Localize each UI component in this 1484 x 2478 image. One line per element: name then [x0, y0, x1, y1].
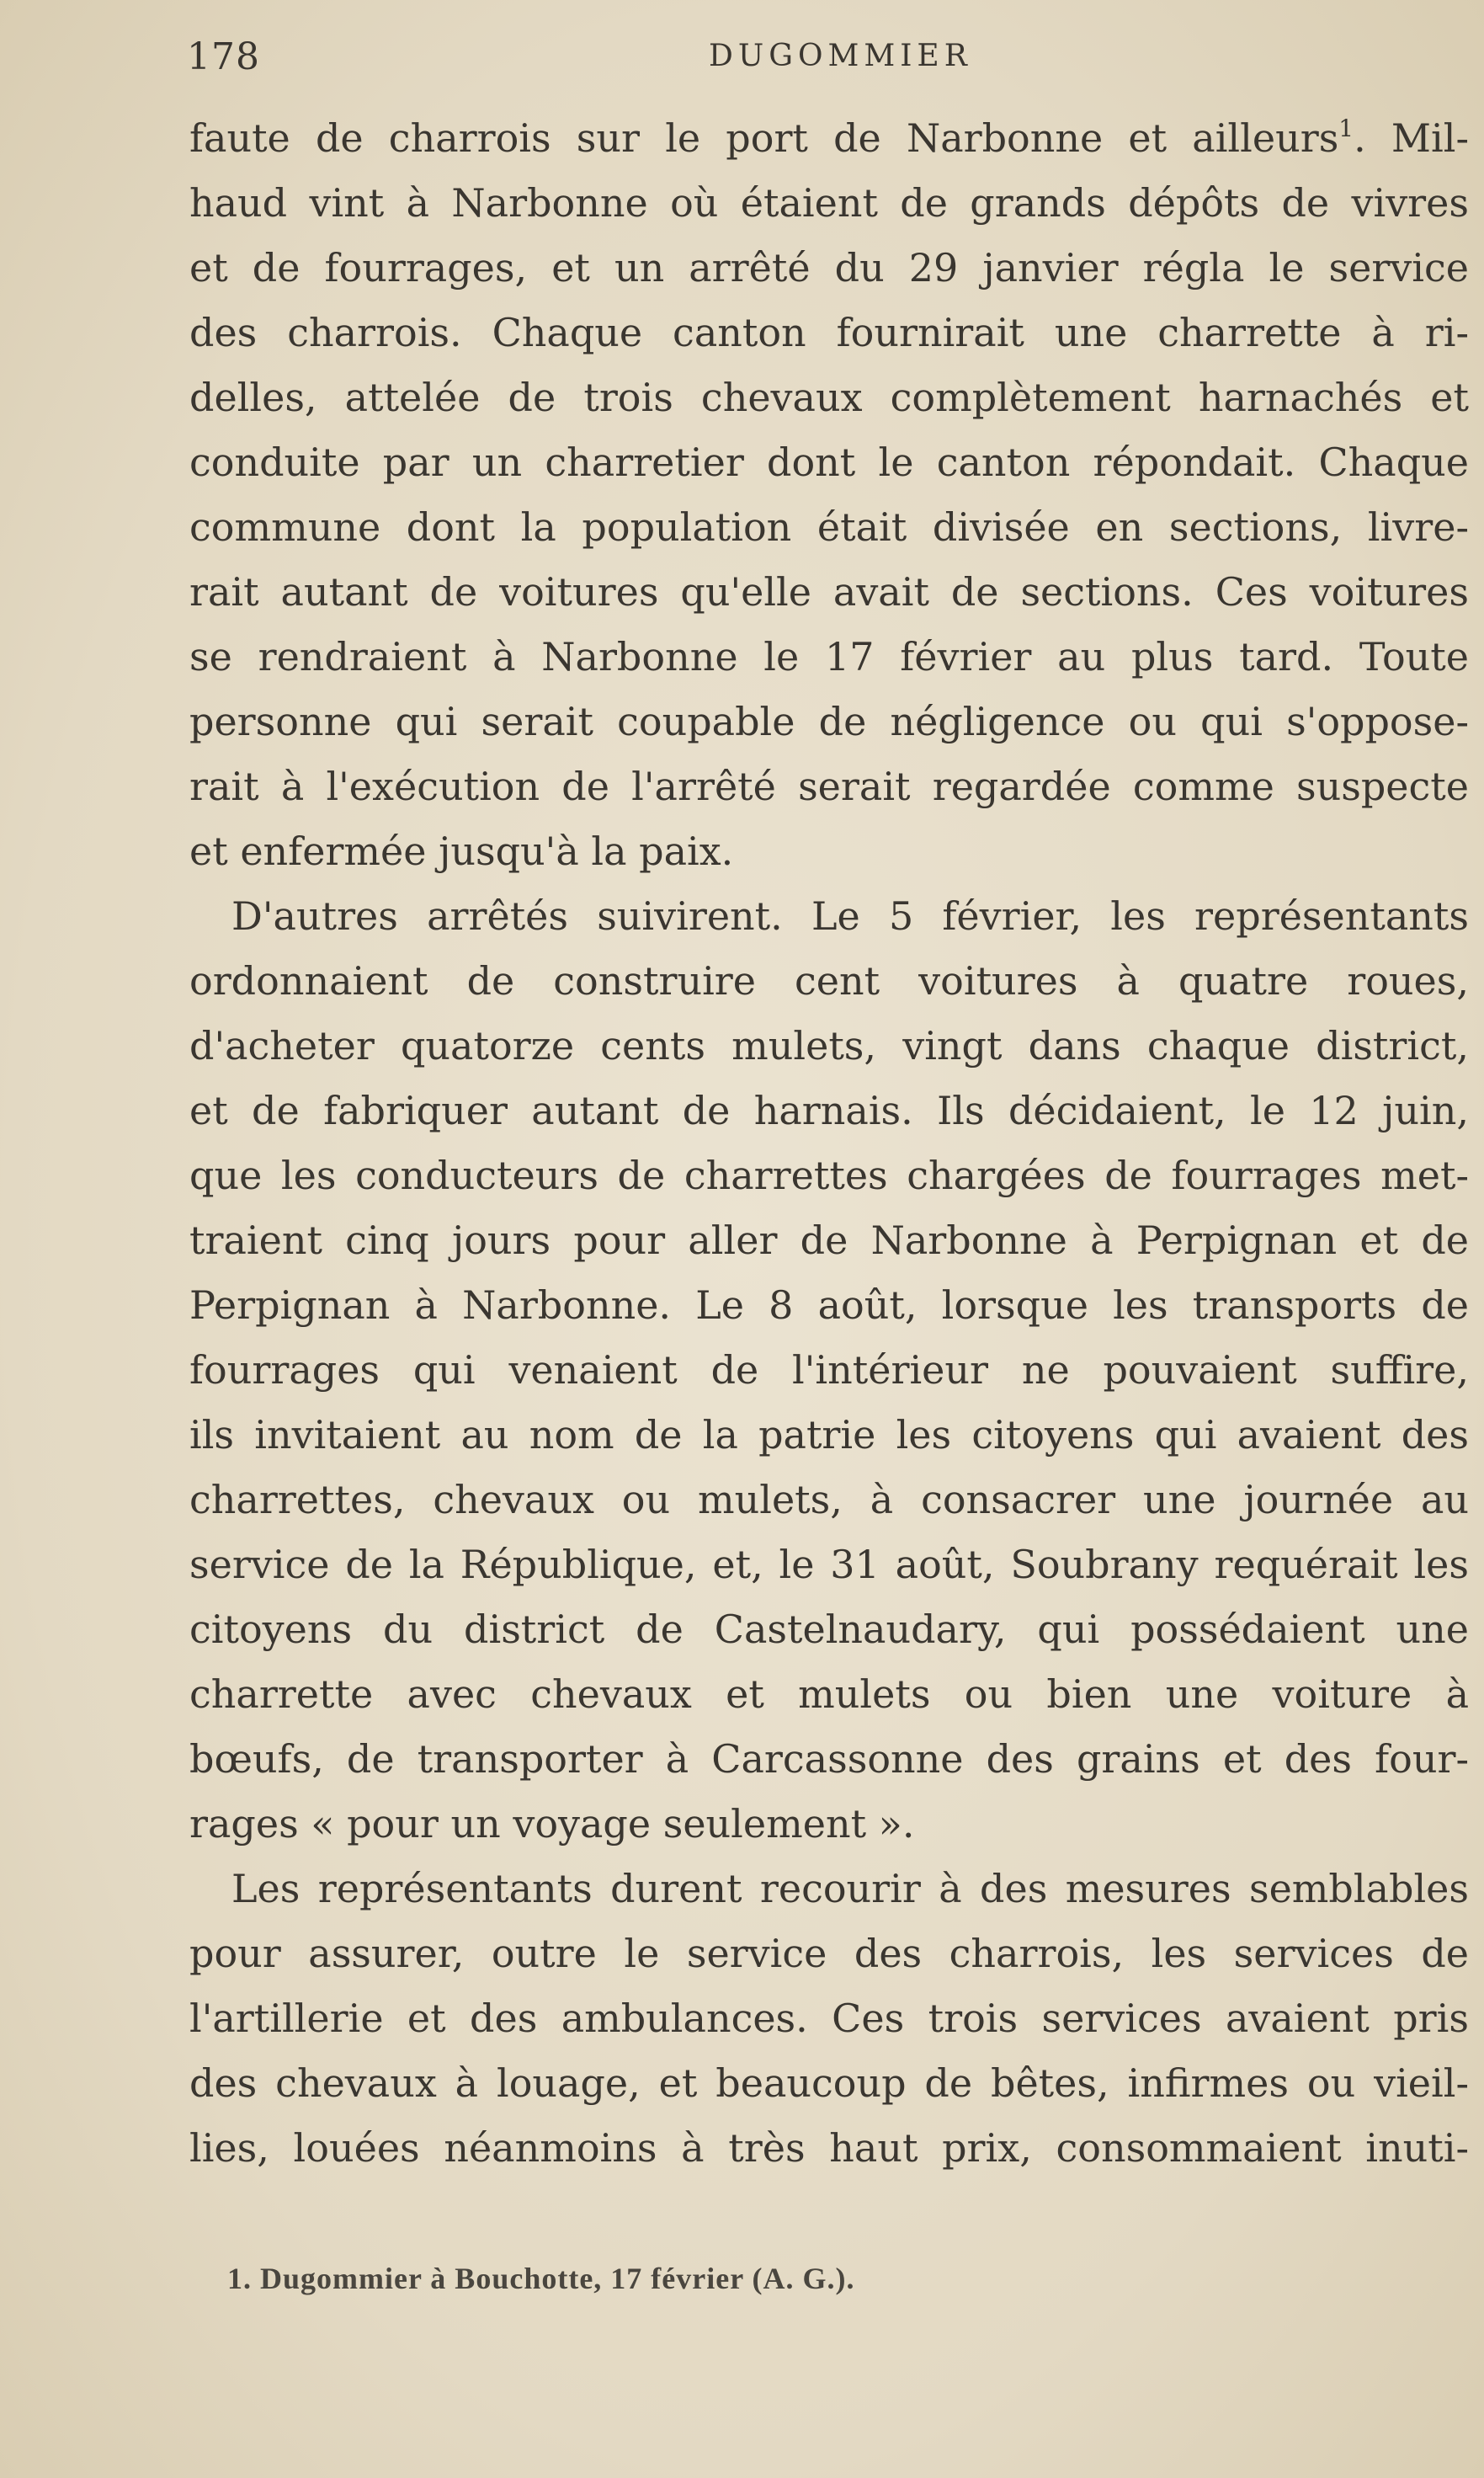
text-line: traient cinq jours pour aller de Narbonne à Perpignan et de — [189, 1218, 1469, 1263]
text-line: commune dont la population était divisée en sections, livre- — [189, 504, 1469, 550]
body-text — [189, 106, 1469, 2181]
text-line: fourrages qui venaient de l'intérieur ne pouvaient suffire, — [189, 1347, 1469, 1393]
text-line: ordonnaient de construire cent voitures à quatre roues, — [189, 958, 1469, 1004]
text-line: citoyens du district de Castelnaudary, qui possédaient une — [189, 1607, 1469, 1652]
page-header — [187, 35, 1449, 86]
text-line: l'artillerie et des ambulances. Ces trois services avaient pris — [189, 1996, 1469, 2041]
text-line: conduite par un charretier dont le canton répondait. Chaque — [189, 440, 1469, 485]
text-line: et de fourrages, et un arrêté du 29 janvier régla le service — [189, 245, 1469, 290]
text-line: ils invitaient au nom de la patrie les citoyens qui avaient des — [189, 1412, 1469, 1457]
page-number: 178 — [187, 35, 260, 78]
footnote-ref: 1 — [1338, 115, 1354, 142]
text-line: bœufs, de transporter à Carcassonne des grains et des four- — [189, 1736, 1469, 1782]
text-line: D'autres arrêtés suivirent. Le 5 février, les représentants — [231, 893, 1469, 939]
text-line: rait autant de voitures qu'elle avait de sections. Ces voitures — [189, 569, 1469, 615]
text-line: haud vint à Narbonne où étaient de grands dépôts de vivres — [189, 180, 1469, 226]
text-line: d'acheter quatorze cents mulets, vingt dans chaque district, — [189, 1023, 1469, 1068]
text-line: rait à l'exécution de l'arrêté serait regardée comme suspecte — [189, 764, 1469, 809]
text-line: personne qui serait coupable de négligence ou qui s'oppose- — [189, 699, 1469, 744]
text-line: des charrois. Chaque canton fournirait une charrette à ri- — [189, 310, 1469, 355]
text-line: charrettes, chevaux ou mulets, à consacrer une journée au — [189, 1477, 1469, 1522]
text-line: delles, attelée de trois chevaux complètement harnachés et — [189, 375, 1469, 420]
text-line: Les représentants durent recourir à des mesures semblables — [231, 1866, 1469, 1911]
footnote: 1. Dugommier à Bouchotte, 17 février (A. G.). — [227, 2262, 855, 2295]
text-line: et de fabriquer autant de harnais. Ils décidaient, le 12 juin, — [189, 1088, 1469, 1133]
text-line: rages « pour un voyage seulement ». — [189, 1801, 915, 1847]
text-line: faute de charrois sur le port de Narbonne et ailleurs$^1$. Mil- — [189, 115, 1469, 161]
text-line: des chevaux à louage, et beaucoup de bêtes, infirmes ou vieil- — [189, 2060, 1469, 2106]
running-head: DUGOMMIER — [709, 39, 972, 73]
text-line: pour assurer, outre le service des charrois, les services de — [189, 1931, 1469, 1976]
text-line: Perpignan à Narbonne. Le 8 août, lorsque les transports de — [189, 1282, 1469, 1328]
text-line: lies, louées néanmoins à très haut prix, consommaient inuti- — [189, 2125, 1469, 2171]
text-line: charrette avec chevaux et mulets ou bien une voiture à — [189, 1671, 1469, 1717]
text-line: service de la République, et, le 31 août, Soubrany requérait les — [189, 1542, 1469, 1587]
text-line: se rendraient à Narbonne le 17 février au plus tard. Toute — [189, 634, 1469, 679]
text-line: et enfermée jusqu'à la paix. — [189, 829, 734, 874]
text-line: que les conducteurs de charrettes chargées de fourrages met- — [189, 1153, 1469, 1198]
